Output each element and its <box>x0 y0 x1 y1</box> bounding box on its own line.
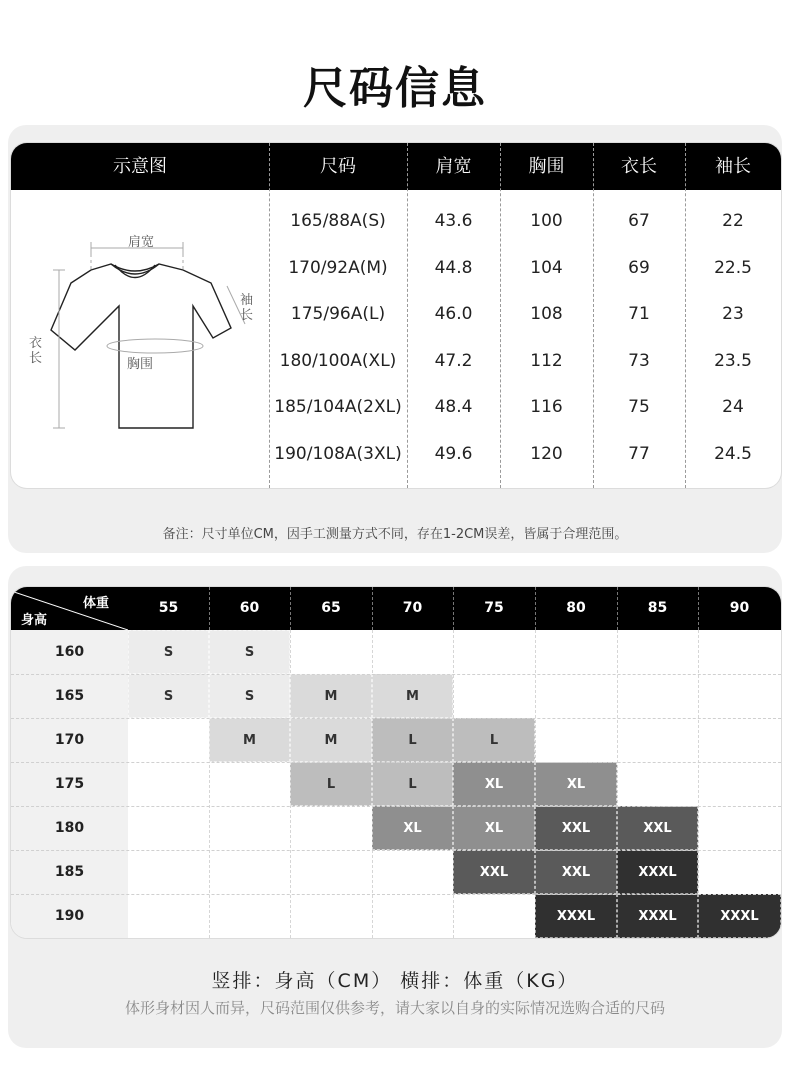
size-recommendation-cell: XXL <box>617 806 698 850</box>
page-title: 尺码信息 <box>303 63 487 114</box>
size-cell-size: 175/96A(L) <box>290 304 386 324</box>
size-recommendation-cell: XXXL <box>617 850 698 894</box>
weight-header: 60 <box>239 600 260 616</box>
header-diagram: 示意图 <box>113 156 167 177</box>
size-cell-length: 69 <box>628 257 650 278</box>
size-table <box>11 143 781 488</box>
header-chest: 胸围 <box>528 156 565 177</box>
grid-header <box>11 587 781 630</box>
size-cell-size: 180/100A(XL) <box>279 350 397 371</box>
size-cell-length: 73 <box>628 350 650 371</box>
size-cell-chest: 104 <box>530 257 563 278</box>
header-sleeve: 袖长 <box>715 156 751 177</box>
size-cell-shoulder: 49.6 <box>434 443 473 464</box>
size-cell-size: 190/108A(3XL) <box>274 443 402 464</box>
weight-header: 90 <box>729 600 750 616</box>
size-recommendation-cell: XL <box>453 806 535 850</box>
size-cell-shoulder: 47.2 <box>434 350 473 371</box>
diagram-label-shoulder: 肩宽 <box>128 235 155 250</box>
weight-header: 70 <box>402 600 423 616</box>
size-cell-chest: 116 <box>530 397 563 417</box>
weight-height-grid <box>11 587 781 938</box>
diagram-label-chest: 胸围 <box>127 357 154 372</box>
size-recommendation-cell: L <box>372 718 453 762</box>
size-recommendation-cell: M <box>290 718 372 762</box>
size-recommendation-cell: XXL <box>535 806 617 850</box>
size-recommendation-cell: L <box>453 718 535 762</box>
height-label: 180 <box>11 806 128 850</box>
size-recommendation-cell: M <box>209 718 290 762</box>
size-cell-length: 77 <box>628 443 650 464</box>
corner-weight-label: 体重 <box>83 596 110 611</box>
size-recommendation-cell: M <box>372 674 453 718</box>
size-cell-size: 170/92A(M) <box>288 257 388 278</box>
size-cell-shoulder: 46.0 <box>434 304 473 324</box>
size-cell-shoulder: 48.4 <box>434 397 473 417</box>
corner-height-label: 身高 <box>21 613 48 628</box>
size-recommendation-cell: S <box>128 630 209 674</box>
size-cell-length: 75 <box>628 397 650 417</box>
size-cell-sleeve: 23.5 <box>714 350 752 371</box>
weight-header: 75 <box>484 600 504 616</box>
weight-header: 80 <box>566 600 586 616</box>
tshirt-diagram <box>31 218 256 438</box>
height-label: 170 <box>11 718 128 762</box>
weight-header: 85 <box>647 600 668 616</box>
height-label: 175 <box>11 762 128 806</box>
size-cell-size: 165/88A(S) <box>290 211 386 231</box>
height-label: 160 <box>11 630 128 674</box>
size-cell-shoulder: 43.6 <box>434 211 473 231</box>
size-recommendation-cell: XXL <box>535 850 617 894</box>
size-cell-chest: 100 <box>530 211 563 231</box>
size-cell-sleeve: 23 <box>722 304 744 324</box>
size-recommendation-cell: S <box>209 630 290 674</box>
size-recommendation-cell: XXXL <box>617 894 698 938</box>
size-cell-chest: 120 <box>530 443 563 464</box>
size-cell-shoulder: 44.8 <box>434 257 473 278</box>
size-cell-sleeve: 24.5 <box>714 443 752 464</box>
weight-header: 65 <box>321 600 341 616</box>
size-recommendation-cell: XXXL <box>535 894 617 938</box>
axis-legend: 竖排：身高（CM） 横排：体重（KG） <box>211 970 579 992</box>
size-recommendation-cell: L <box>290 762 372 806</box>
header-size: 尺码 <box>320 156 356 177</box>
diagram-label-length: 衣长 <box>29 336 43 366</box>
size-recommendation-cell: XL <box>453 762 535 806</box>
size-recommendation-cell: XXXL <box>698 894 781 938</box>
size-recommendation-cell: L <box>372 762 453 806</box>
size-cell-chest: 108 <box>530 304 563 324</box>
height-label: 185 <box>11 850 128 894</box>
header-length: 衣长 <box>621 156 657 177</box>
height-label: 165 <box>11 674 128 718</box>
weight-header: 55 <box>158 600 179 616</box>
size-cell-length: 67 <box>628 211 650 231</box>
height-label: 190 <box>11 894 128 938</box>
diagram-label-sleeve: 袖长 <box>240 293 254 323</box>
size-recommendation-cell: XL <box>535 762 617 806</box>
size-cell-sleeve: 22.5 <box>714 257 752 278</box>
size-cell-length: 71 <box>628 304 650 324</box>
size-cell-size: 185/104A(2XL) <box>274 397 402 417</box>
size-cell-sleeve: 22 <box>722 211 744 231</box>
header-shoulder: 肩宽 <box>435 156 472 177</box>
size-recommendation-cell: XXL <box>453 850 535 894</box>
size-recommendation-cell: S <box>209 674 290 718</box>
size-recommendation-cell: S <box>128 674 209 718</box>
size-recommendation-cell: M <box>290 674 372 718</box>
size-recommendation-cell: XL <box>372 806 453 850</box>
size-cell-sleeve: 24 <box>722 397 744 417</box>
size-table-header <box>11 143 781 190</box>
size-cell-chest: 112 <box>530 350 563 371</box>
measurement-note: 备注：尺寸单位CM，因手工测量方式不同，存在1-2CM误差，皆属于合理范围。 <box>162 527 628 542</box>
disclaimer: 体形身材因人而异，尺码范围仅供参考，请大家以自身的实际情况选购合适的尺码 <box>124 999 665 1017</box>
